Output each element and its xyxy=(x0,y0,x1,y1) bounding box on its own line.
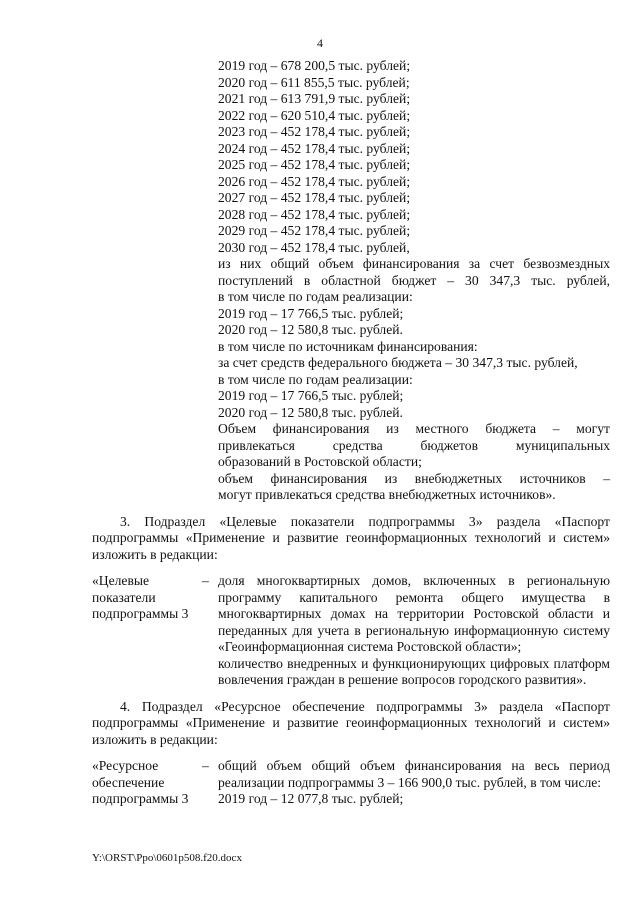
year-line: 2028 год – 452 178,4 тыс. рублей; xyxy=(218,206,411,222)
local-budget-line: Объем финансирования из местного бюджета – могут xyxy=(218,421,610,436)
year-line: 2021 год – 613 791,9 тыс. рублей; xyxy=(218,91,411,106)
offbudget-line: объем финансирования из внебюджетных источников – xyxy=(218,470,610,486)
document-body xyxy=(0,58,640,808)
resources-label: «Ресурсное обеспечение подпрограммы 3 xyxy=(92,758,189,806)
year-line: 2022 год – 620 510,4 тыс. рублей; xyxy=(218,107,411,123)
resources-year: 2019 год – 12 077,8 тыс. рублей; xyxy=(218,791,404,806)
sources-line: за счет средств федерального бюджета – 30 347,3 тыс. рублей, xyxy=(218,355,578,370)
gratuitous-line: в том числе по годам реализации: xyxy=(218,289,413,304)
year-line: 2019 год – 678 200,5 тыс. рублей; xyxy=(218,58,411,73)
year-line: 2027 год – 452 178,4 тыс. рублей; xyxy=(218,190,411,205)
resources-value xyxy=(218,758,610,808)
gratuitous-year: 2020 год – 12 580,8 тыс. рублей. xyxy=(218,322,403,337)
targets-value xyxy=(218,573,610,689)
local-budget-line: образований в Ростовской области; xyxy=(218,454,422,469)
sources-line: в том числе по годам реализации: xyxy=(218,371,413,387)
year-line: 2026 год – 452 178,4 тыс. рублей; xyxy=(218,173,411,189)
year-line: 2025 год – 452 178,4 тыс. рублей; xyxy=(218,157,411,172)
paragraph-3: 3. Подраздел «Целевые показатели подпрограммы 3» раздела «Паспорт подпрограммы «Применение и развитие геоинформационных технологий и систем» изложить в редакции: xyxy=(92,513,610,562)
local-budget-line: привлекаться средства бюджетов муниципальных xyxy=(218,437,610,453)
years-block xyxy=(218,58,610,504)
file-path-footer: Y:\ORST\Ppo\0601p508.f20.docx xyxy=(92,852,242,864)
sources-year: 2020 год – 12 580,8 тыс. рублей. xyxy=(218,404,403,420)
resources-row xyxy=(92,758,610,808)
page-number: 4 xyxy=(317,36,323,50)
offbudget-line: могут привлекаться средства внебюджетных источников». xyxy=(218,487,556,502)
gratuitous-line: поступлений в областной бюджет – 30 347,3 тыс. рублей, xyxy=(218,272,610,288)
paragraph-4: 4. Подраздел «Ресурсное обеспечение подпрограммы 3» раздела «Паспорт подпрограммы «Применение и развитие геоинформационных технологий и систем» изложить в редакции: xyxy=(92,698,610,747)
sources-line: в том числе по источникам финансирования: xyxy=(218,338,478,354)
gratuitous-year: 2019 год – 17 766,5 тыс. рублей; xyxy=(218,305,404,321)
year-line: 2023 год – 452 178,4 тыс. рублей; xyxy=(218,124,411,139)
gratuitous-line: из них общий объем финансирования за счет безвозмездных xyxy=(218,256,610,271)
resources-text: общий объем общий объем финансирования на весь период реализации подпрограммы 3 – 166 900,0 тыс. рублей, в том числе: xyxy=(218,758,610,790)
targets-dash: – xyxy=(202,573,209,588)
targets-item: количество внедренных и функционирующих цифровых платформ вовлечения граждан в решение вопросов городского развития». xyxy=(218,655,610,687)
sources-year: 2019 год – 17 766,5 тыс. рублей; xyxy=(218,388,404,403)
year-line: 2020 год – 611 855,5 тыс. рублей; xyxy=(218,74,410,90)
targets-item: доля многоквартирных домов, включенных в региональную программу капитального ремонта общего имущества в многоквартирных домах на территории Ростовской области и переданных для учета в региональную информационную систему «Геоинформационная система Ростовской области»; xyxy=(218,573,610,654)
targets-label: «Целевые показатели подпрограммы 3 xyxy=(92,573,189,621)
targets-row xyxy=(92,573,610,689)
resources-dash: – xyxy=(202,758,209,773)
year-line: 2030 год – 452 178,4 тыс. рублей, xyxy=(218,239,410,255)
year-line: 2029 год – 452 178,4 тыс. рублей; xyxy=(218,223,411,238)
year-line: 2024 год – 452 178,4 тыс. рублей; xyxy=(218,140,411,156)
